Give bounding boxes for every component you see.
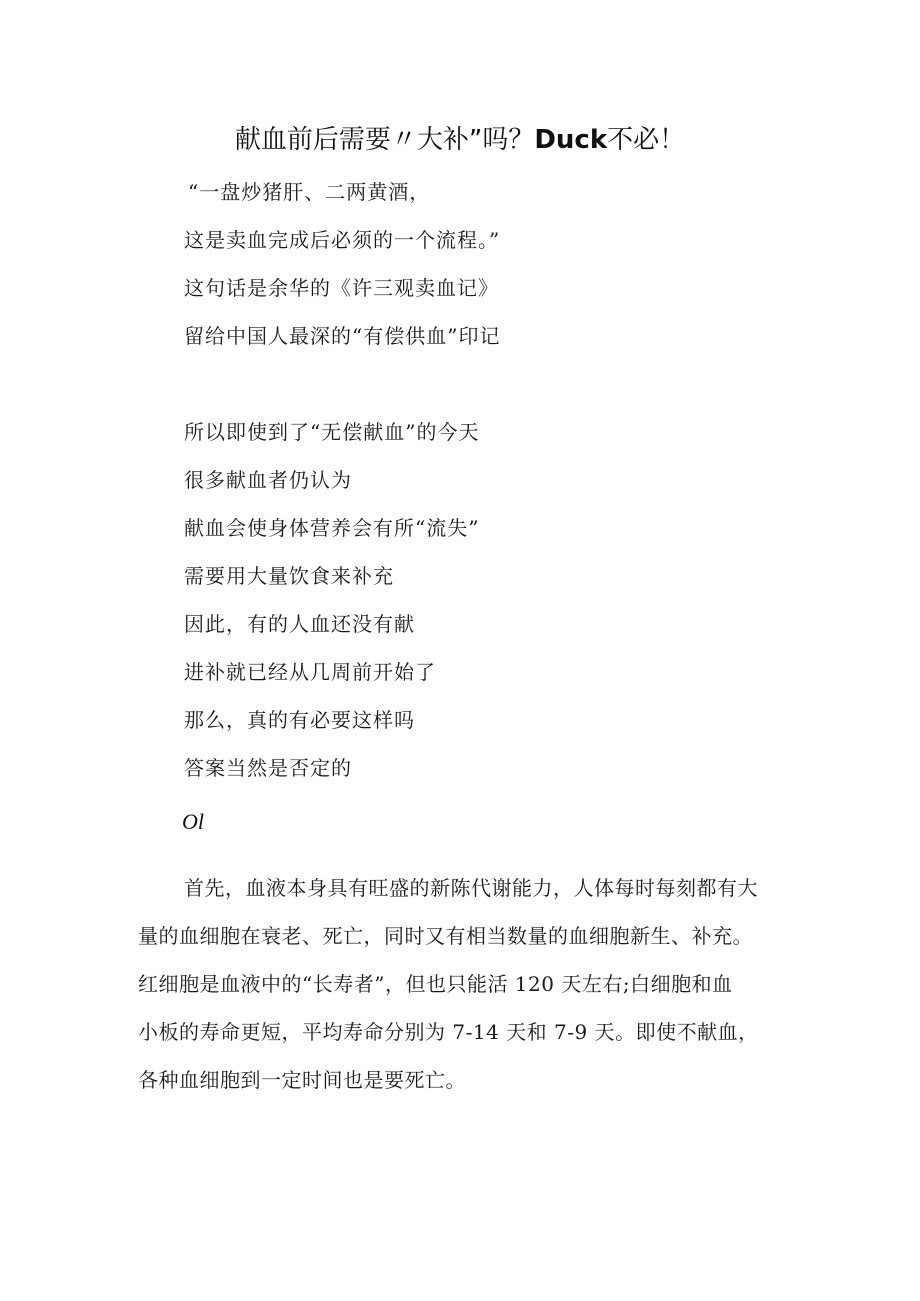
paragraph-line: 首先，血液本身具有旺盛的新陈代谢能力，人体每时每刻都有大 xyxy=(184,876,758,900)
verse-line: 进补就已经从几周前开始了 xyxy=(184,660,436,684)
paragraph-line: 小板的寿命更短，平均寿命分别为 7-14 天和 7-9 天。即使不献血， xyxy=(138,1020,759,1044)
blank-line xyxy=(184,364,500,412)
title-english-word: Duck xyxy=(534,125,608,155)
document-title xyxy=(0,118,920,162)
verse-line: 那么，真的有必要这样吗 xyxy=(184,708,415,732)
verse-line: 需要用大量饮食来补充 xyxy=(184,564,394,588)
verse-line: 这句话是余华的《许三观卖血记》 xyxy=(184,276,499,300)
title-suffix: 不必！ xyxy=(607,125,686,155)
verse-line: 所以即使到了“无偿献血”的今天 xyxy=(184,420,480,444)
verse-line: 因此，有的人血还没有献 xyxy=(184,612,415,636)
paragraph-line: 各种血细胞到一定时间也是要死亡。 xyxy=(138,1068,466,1092)
paragraph-line: 红细胞是血液中的“长寿者”，但也只能活 120 天左右;白细胞和血 xyxy=(138,972,733,996)
verse-line: “一盘炒猪肝、二两黄酒， xyxy=(188,180,431,204)
verse-line: 留给中国人最深的“有偿供血”印记 xyxy=(184,324,501,348)
body-paragraph xyxy=(138,866,798,1106)
title-prefix: 献血前后需要〃大补”吗？ xyxy=(234,125,535,155)
verse-line: 答案当然是否定的 xyxy=(184,756,352,780)
verse-line: 献血会使身体营养会有所“流失” xyxy=(184,516,480,540)
paragraph-line: 量的血细胞在衰老、死亡，同时又有相当数量的血细胞新生、补充。 xyxy=(138,924,753,948)
section-marker: Ol xyxy=(182,809,204,834)
verse-line: 这是卖血完成后必须的一个流程。” xyxy=(184,228,501,252)
verse-line: 很多献血者仍认为 xyxy=(184,468,352,492)
intro-verse xyxy=(184,172,500,796)
